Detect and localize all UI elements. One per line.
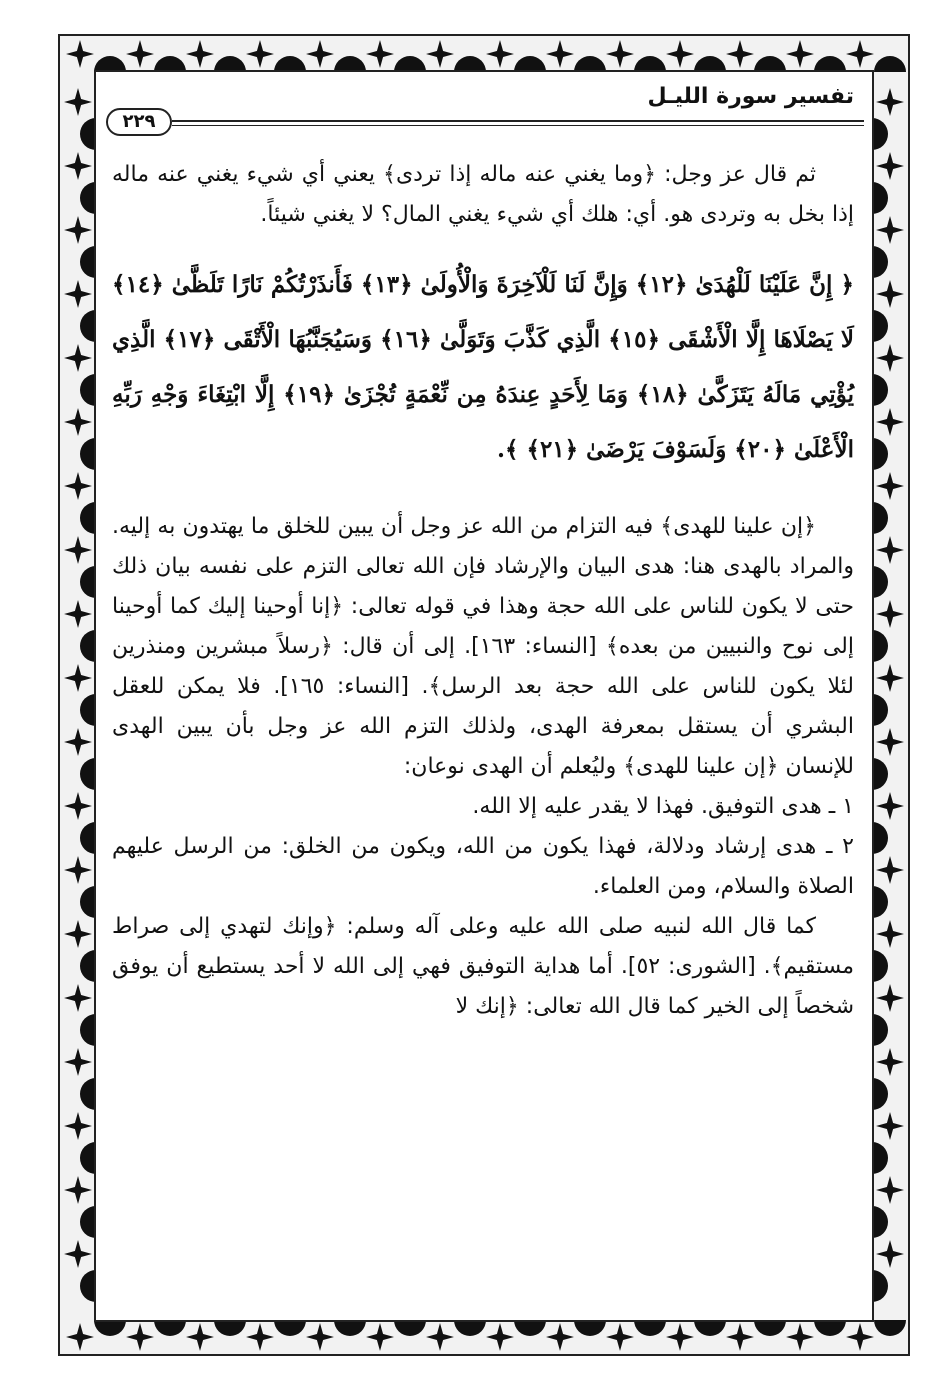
page-header [104, 78, 864, 140]
paragraph-intro: ثم قال عز وجل: ﴿وما يغني عنه ماله إذا تردى﴾ يعني أي شيء يغني عنه ماله إذا بخل به وتردى هو. أي: هلك أي شيء يغني المال؟ لا يغني شيئاً. [112, 162, 854, 227]
page-number: ٢٢٩ [106, 108, 172, 136]
paragraph-commentary: ﴿إن علينا للهدى﴾ فيه التزام من الله عز وجل أن يبين للخلق ما يهتدون به إليه. والمراد بالهدى هنا: هدى البيان والإرشاد فإن الله تعالى التزم على نفسه بيان ذلك حتى لا يكون للناس على الله حجة وهذا في قوله تعالى: ﴿إنا أوحينا إليك كما أوحينا إلى نوح والنبيين من بعده﴾ [النساء: ١٦٣]. إلى أن قال: ﴿رسلاً مبشرين ومنذرين لئلا يكون للناس على الله حجة بعد الرسل﴾. [النساء: ١٦٥]. فلا يمكن للعقل البشري أن يستقل بمعرفة الهدى، ولذلك التزم الله عز وجل بأن يبين الهدى للإنسان ﴿إن علينا للهدى﴾ وليُعلم أن الهدى نوعان: [112, 514, 854, 779]
quran-verses: ﴿ إِنَّ عَلَيْنَا لَلْهُدَىٰ ﴿١٢﴾ وَإِنَّ لَنَا لَلْآخِرَةَ وَالْأُولَىٰ ﴿١٣﴾ فَأَنذَرْتُكُمْ نَارًا تَلَظَّىٰ ﴿١٤﴾ لَا يَصْلَاهَا إِلَّا الْأَشْقَى ﴿١٥﴾ الَّذِي كَذَّبَ وَتَوَلَّىٰ ﴿١٦﴾ وَسَيُجَنَّبُهَا الْأَتْقَى ﴿١٧﴾ الَّذِي يُؤْتِي مَالَهُ يَتَزَكَّىٰ ﴿١٨﴾ وَمَا لِأَحَدٍ عِندَهُ مِن نِّعْمَةٍ تُجْزَىٰ ﴿١٩﴾ إِلَّا ابْتِغَاءَ وَجْهِ رَبِّهِ الْأَعْلَىٰ ﴿٢٠﴾ وَلَسَوْفَ يَرْضَىٰ ﴿٢١﴾ ﴾. [112, 271, 855, 463]
paragraph-closing: كما قال الله لنبيه صلى الله عليه وعلى آله وسلم: ﴿وإنك لتهدي إلى صراط مستقيم﴾. [الشورى: ٥٢]. أما هداية التوفيق فهي إلى الله لا أحد يستطيع أن يوفق شخصاً إلى الخير كما قال الله تعالى: ﴿إنك لا [112, 914, 854, 1019]
list-item-2: ٢ ـ هدى إرشاد ودلالة، فهذا يكون من الله، ويكون من الخلق: من الرسل عليهم الصلاة والسلام، ومن العلماء. [112, 834, 854, 899]
list-item-1: ١ ـ هدى التوفيق. فهذا لا يقدر عليه إلا الله. [472, 794, 854, 819]
header-rule [172, 120, 864, 122]
header-rule-thin [172, 125, 864, 126]
running-title: تفسير سورة الليـل [647, 84, 854, 109]
page-body [112, 155, 854, 1027]
